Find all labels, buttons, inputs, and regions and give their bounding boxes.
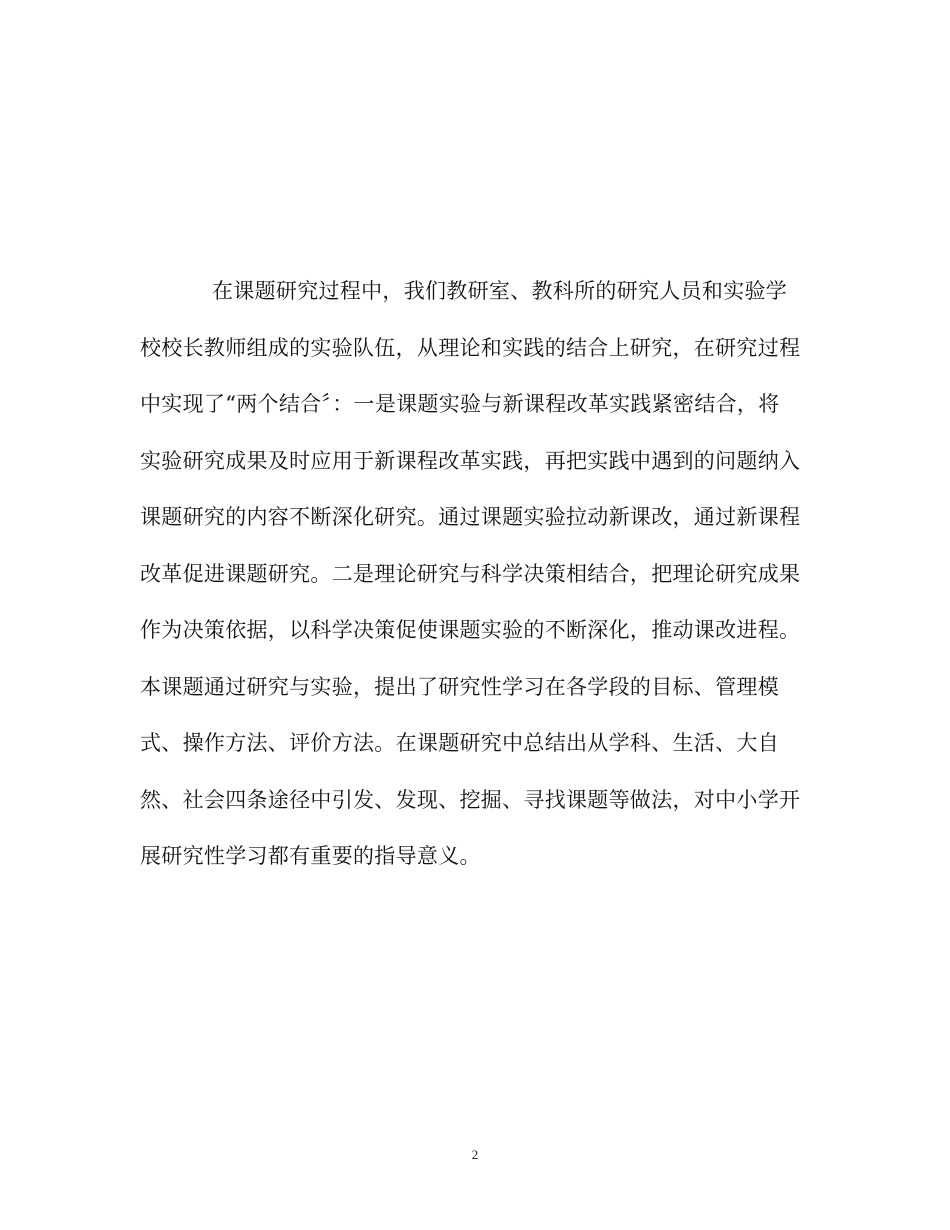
paragraph-line: 作为决策依据，以科学决策促使课题实验的不断深化，推动课改进程。: [140, 618, 801, 642]
body-paragraph: [140, 270, 820, 892]
paragraph-line: 课题研究的内容不断深化研究。通过课题实验拉动新课改，通过新课程: [140, 505, 801, 529]
paragraph-line: 改革促进课题研究。二是理论研究与科学决策相结合，把理论研究成果: [140, 561, 801, 586]
paragraph-line: 在课题研究过程中，我们教研室、教科所的研究人员和实验学: [212, 279, 788, 303]
paragraph-line: 校校长教师组成的实验队伍，从理论和实践的结合上研究，在研究过程: [140, 335, 801, 360]
paragraph-line: 展研究性学习都有重要的指导意义。: [140, 844, 481, 868]
paragraph-line: 中实现了“两个结合〞：一是课题实验与新课程改革实践紧密结合，将: [140, 392, 780, 416]
page-number: 2: [471, 1147, 479, 1162]
paragraph-line: 本课题通过研究与实验，提出了研究性学习在各学段的目标、管理模: [140, 674, 779, 699]
paragraph-line: 式、操作方法、评价方法。在课题研究中总结出从学科、生活、大自: [140, 731, 779, 755]
paragraph-line: 实验研究成果及时应用于新课程改革实践，再把实践中遇到的问题纳入: [140, 448, 801, 473]
paragraph-line: 然、社会四条途径中引发、发现、挖掘、寻找课题等做法，对中小学开: [140, 787, 801, 812]
